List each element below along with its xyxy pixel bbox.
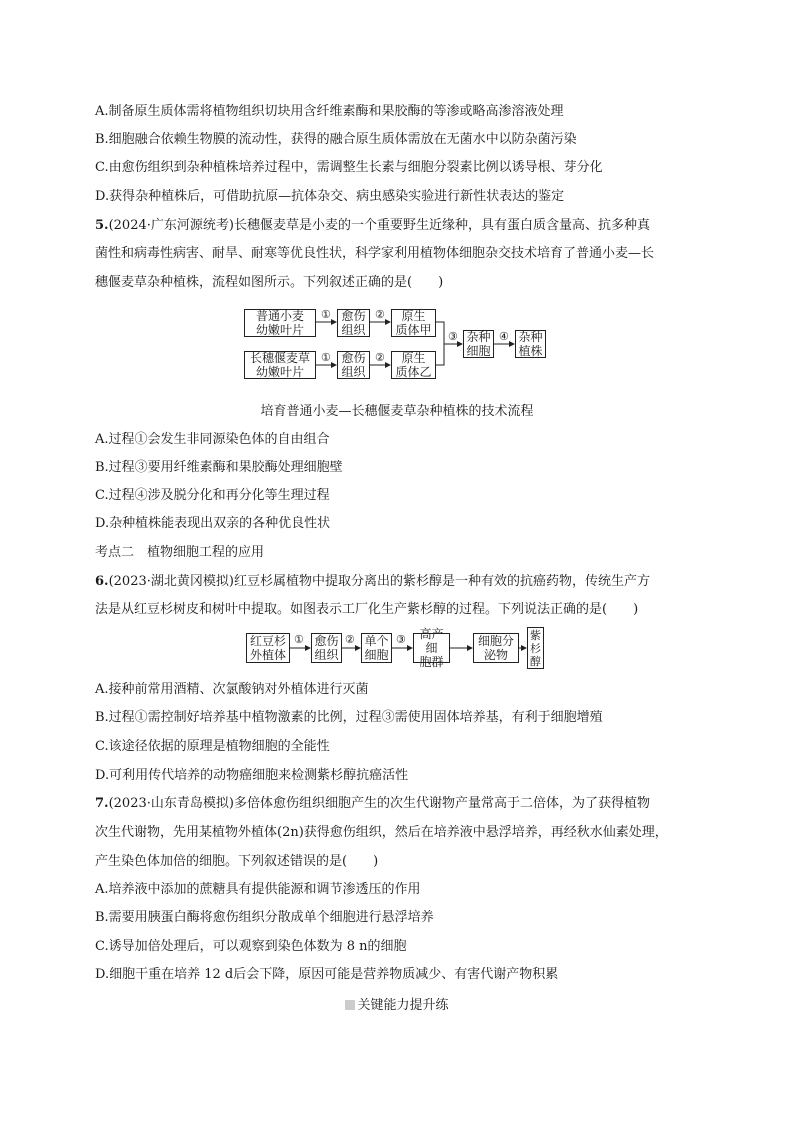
hybrid-cell-box: 杂种 细胞 xyxy=(463,330,494,358)
q7-stem-line-3: 产生染色体加倍的细胞。下列叙述错误的是( ) xyxy=(95,854,379,869)
section-heading: 考点二 植物细胞工程的应用 xyxy=(95,545,265,560)
q5-option-c: C.过程④涉及脱分化和再分化等生理过程 xyxy=(95,488,330,503)
single-cell-box: 单个 细胞 xyxy=(361,633,392,663)
q7-option-a: A.培养液中添加的蔗糖具有提供能源和调节渗透压的作用 xyxy=(95,882,421,897)
q5-option-a: A.过程①会发生非同源染色体的自由组合 xyxy=(95,432,330,447)
q7-option-b: B.需要用胰蛋白酶将愈伤组织分散成单个细胞进行悬浮培养 xyxy=(95,910,434,925)
protoplast-a-box: 原生 质体甲 xyxy=(391,309,436,337)
q5-stem-line-2: 菌性和病毒性病害、耐旱、耐寒等优良性状，科学家利用植物体细胞杂交技术培育了普通小麦—长 xyxy=(95,246,655,261)
q6-stem-text-1: (2023·湖北黄冈模拟)红豆杉属植物中提取分离出的紫杉醇是一种有效的抗癌药物，传统生产方 xyxy=(108,574,650,589)
q5-stem-text-1: (2024·广东河源统考)长穗偃麦草是小麦的一个重要野生近缘种，具有蛋白质含量高、抗多种真 xyxy=(108,218,650,233)
step-2-label-top: ② xyxy=(375,308,385,321)
q7-option-c: C.诱导加倍处理后，可以观察到染色体数为 8 n的细胞 xyxy=(95,939,407,954)
q6-option-d: D.可利用传代培养的动物癌细胞来检测紫杉醇抗癌活性 xyxy=(95,768,409,783)
q5-stem-line-3: 穗偃麦草杂种植株，流程如图所示。下列叙述正确的是( ) xyxy=(95,275,444,290)
step-1-label-bottom: ① xyxy=(321,351,331,364)
explant-box: 红豆杉 外植体 xyxy=(246,633,290,663)
q6-number: 6. xyxy=(95,574,109,589)
q6-step-3-label: ③ xyxy=(396,633,406,646)
wheat-leaf-box: 普通小麦 幼嫩叶片 xyxy=(244,309,316,337)
q4-option-a: A.制备原生质体需将植物组织切块用含纤维素酶和果胶酶的等渗或略高渗溶液处理 xyxy=(95,104,564,119)
q6-stem-line-2: 法是从红豆杉树皮和树叶中提取。如图表示工厂化生产紫杉醇的过程。下列说法正确的是( ) xyxy=(95,602,639,617)
q6-option-c: C.该途径依据的原理是植物细胞的全能性 xyxy=(95,739,330,754)
q5-number: 5. xyxy=(95,218,109,233)
q4-option-b: B.细胞融合依赖生物膜的流动性，获得的融合原生质体需放在无菌水中以防杂菌污染 xyxy=(95,132,577,147)
section-mark-icon xyxy=(345,1000,355,1010)
q7-number: 7. xyxy=(95,796,109,811)
q6-option-b: B.过程①需控制好培养基中植物激素的比例，过程③需使用固体培养基，有利于细胞增殖 xyxy=(95,710,603,725)
step-4-label: ④ xyxy=(499,330,509,343)
q5-diagram-caption: 培育普通小麦—长穗偃麦草杂种植株的技术流程 xyxy=(260,404,534,419)
protoplast-b-box: 原生 质体乙 xyxy=(391,351,436,379)
q6-step-1-label: ① xyxy=(294,633,304,646)
section-footer-title xyxy=(0,994,794,1013)
callus-box-bottom: 愈伤 组织 xyxy=(337,351,370,379)
step-1-label-top: ① xyxy=(321,308,331,321)
q6-option-a: A.接种前常用酒精、次氯酸钠对外植体进行灭菌 xyxy=(95,682,369,697)
q6-step-2-label: ② xyxy=(345,633,355,646)
q4-option-c: C.由愈伤组织到杂种植株培养过程中，需调整生长素与细胞分裂素比例以诱导根、芽分化 xyxy=(95,160,603,175)
q7-stem-line-1 xyxy=(95,794,650,814)
callus-box-top: 愈伤 组织 xyxy=(337,309,370,337)
step-2-label-bottom: ② xyxy=(375,351,385,364)
q7-stem-text-1: (2023·山东青岛模拟)多倍体愈伤组织细胞产生的次生代谢物产量常高于二倍体，为了获得植物 xyxy=(108,796,650,811)
q5-option-d: D.杂种植株能表现出双亲的各种优良性状 xyxy=(95,516,331,531)
callus-box: 愈伤 组织 xyxy=(311,633,342,663)
q5-option-b: B.过程③要用纤维素酶和果胶酶处理细胞壁 xyxy=(95,460,343,475)
step-3-label: ③ xyxy=(448,330,458,343)
q7-stem-line-2: 次生代谢物，先用某植物外植体(2n)获得愈伤组织，然后在培养液中悬浮培养，再经秋水仙素处理， xyxy=(95,825,668,840)
hybrid-plant-box: 杂种 植株 xyxy=(515,330,546,358)
taxol-box: 紫 杉 醇 xyxy=(527,627,544,669)
high-yield-cells-box: 高产细 胞群 xyxy=(413,633,450,663)
q7-option-d: D.细胞干重在培养 12 d后会下降，原因可能是营养物质减少、有害代谢产物积累 xyxy=(95,967,559,982)
grass-leaf-box: 长穗偃麦草 幼嫩叶片 xyxy=(244,351,316,379)
q4-option-d: D.获得杂种植株后，可借助抗原—抗体杂交、病虫感染实验进行新性状表达的鉴定 xyxy=(95,189,565,204)
footer-text: 关键能力提升练 xyxy=(357,998,449,1013)
cell-secretion-box: 细胞分 泌物 xyxy=(473,633,519,663)
